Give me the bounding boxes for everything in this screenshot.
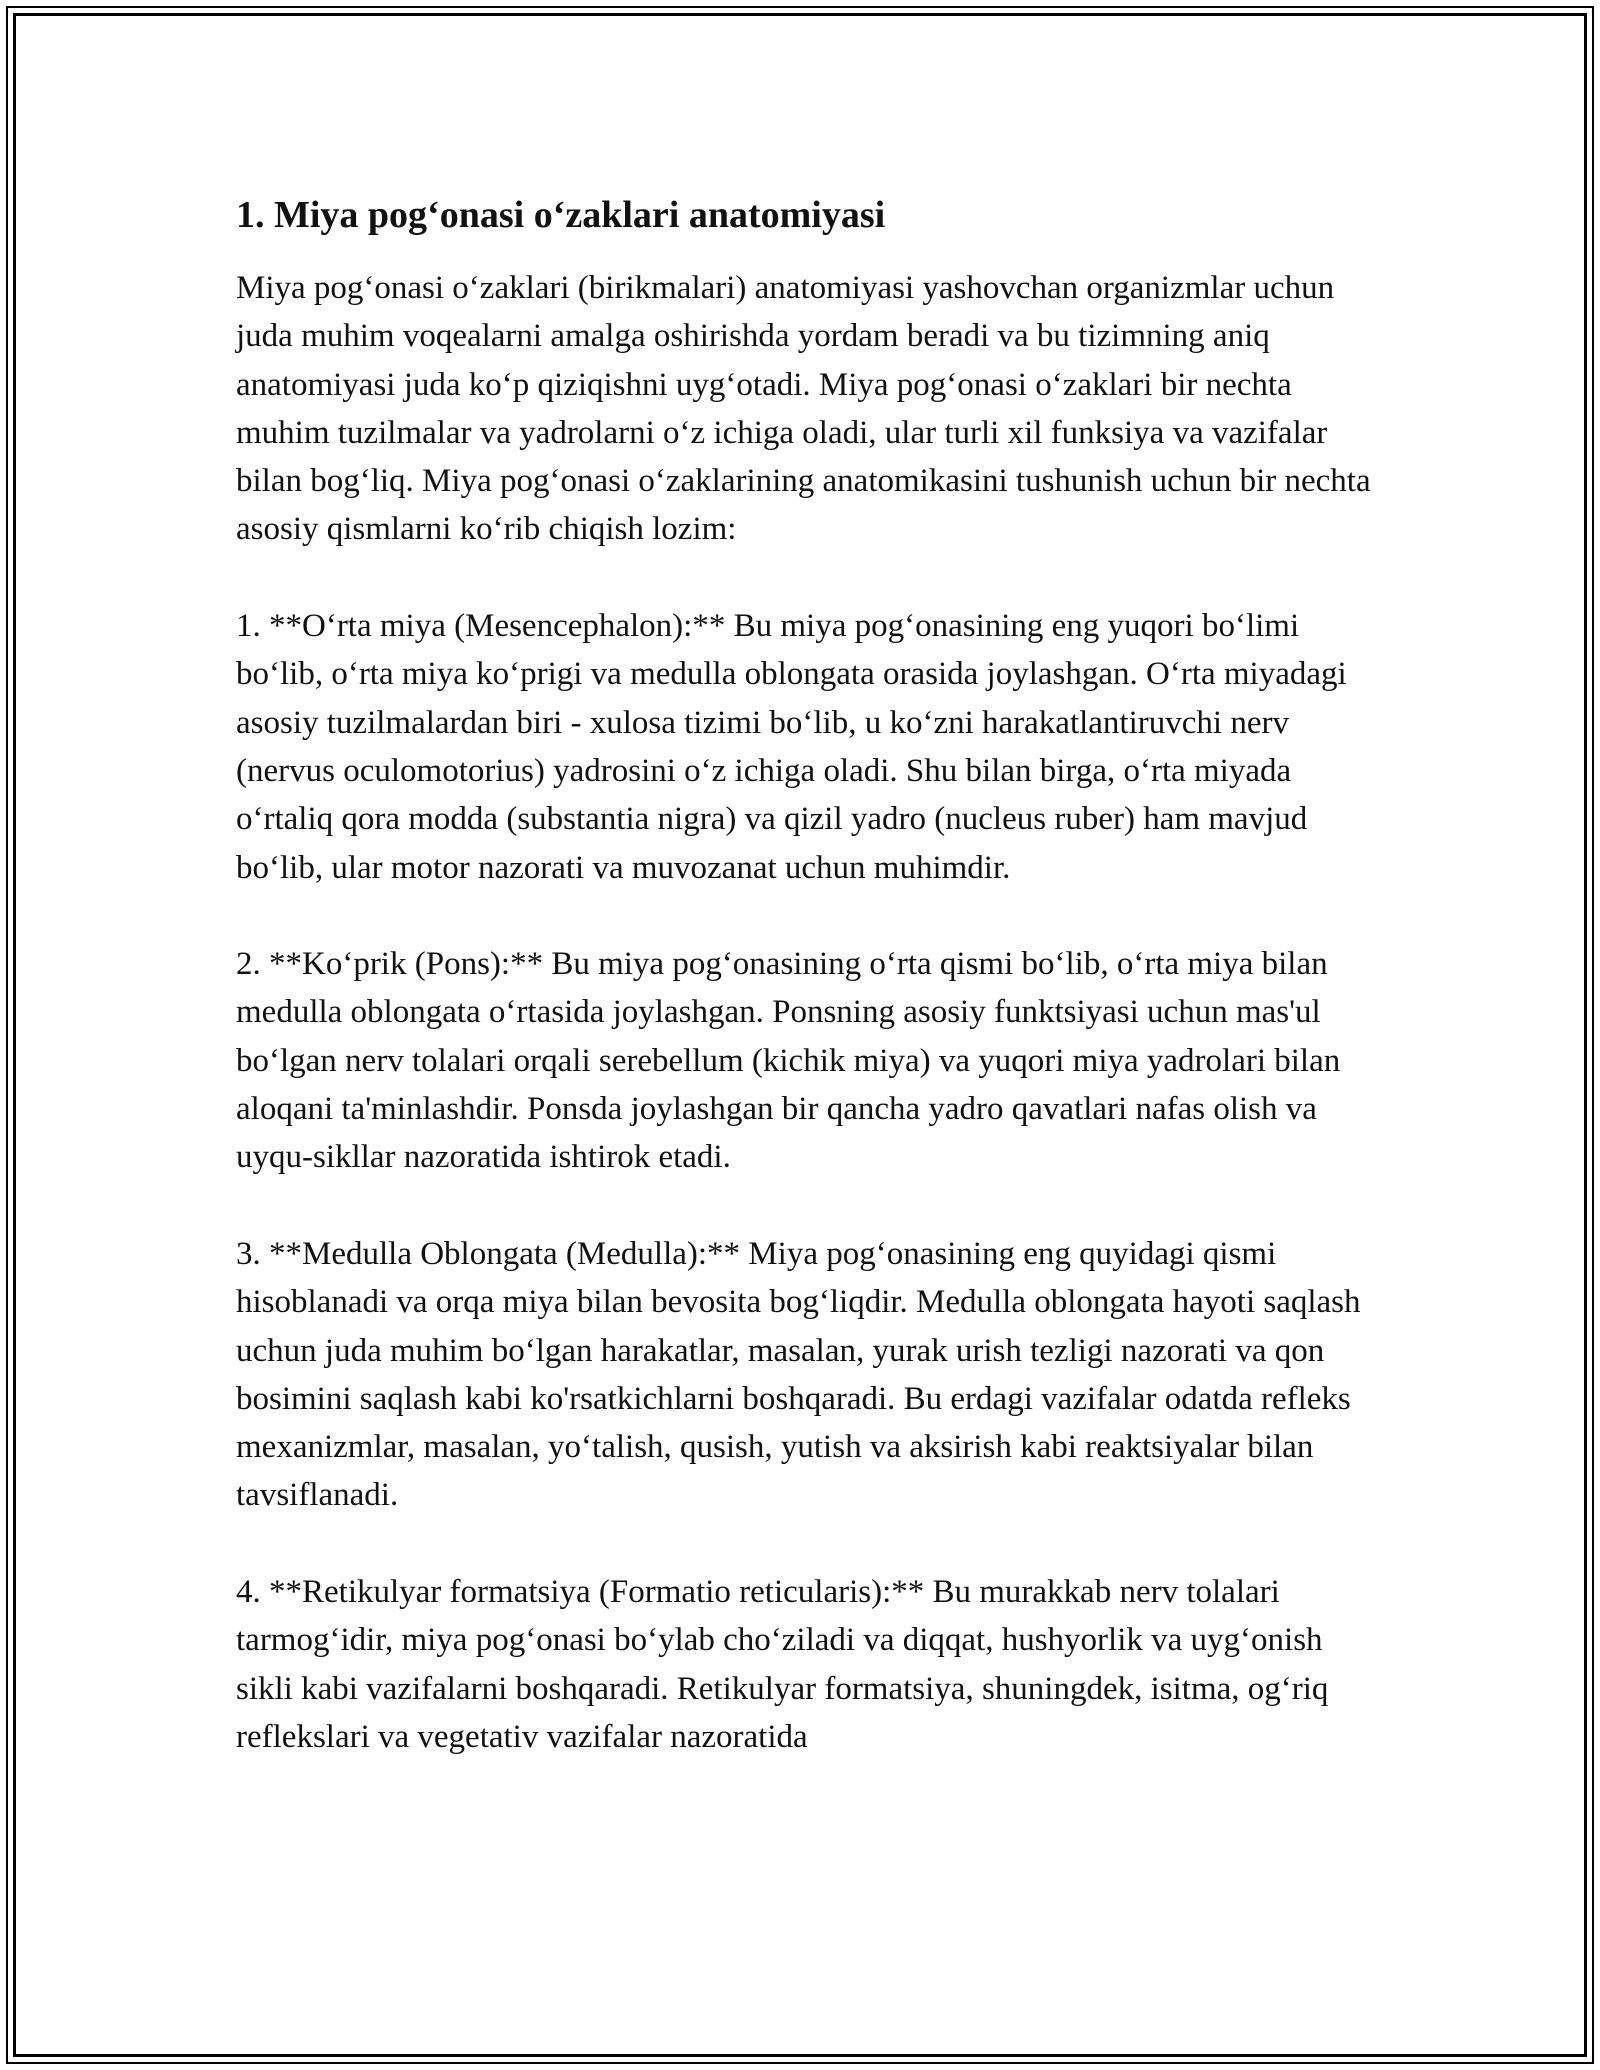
paragraph-intro: Miya pog‘onasi o‘zaklari (birikmalari) anatomiyasi yashovchan organizmlar uchun juda muhim voqealarni amalga oshirishda yordam beradi va bu tizimning aniq anatomiyasi juda ko‘p qiziqishni uyg‘otadi. Miya pog‘onasi o‘zaklari bir nechta muhim tuzilmalar va yadrolarni o‘z ichiga oladi, ular turli xil funksiya va vazifalar bilan bog‘liq. Miya pog‘onasi o‘zaklarining anatomikasini tushunish uchun bir nechta asosiy qismlarni ko‘rib chiqish lozim: [236, 270, 1371, 548]
paragraph-medulla: 3. **Medulla Oblongata (Medulla):** Miya pog‘onasining eng quyidagi qismi hisoblanadi va orqa miya bilan bevosita bog‘liqdir. Medulla oblongata hayoti saqlash uchun juda muhim bo‘lgan harakatlar, masalan, yurak urish tezligi nazorati va qon bosimini saqlash kabi ko'rsatkichlarni boshqaradi. Bu erdagi vazifalar odatda refleks mexanizmlar, masalan, yo‘talish, qusish, yutish va aksirish kabi reaktsiyalar bilan tavsiflanadi. [236, 1235, 1361, 1514]
document-body [236, 186, 1376, 1810]
paragraph-pons: 2. **Ko‘prik (Pons):** Bu miya pog‘onasining o‘rta qismi bo‘lib, o‘rta miya bilan medulla oblongata o‘rtasida joylashgan. Ponsning asosiy funktsiyasi uchun mas'ul bo‘lgan nerv tolalari orqali serebellum (kichik miya) va yuqori miya yadrolari bilan aloqani ta'minlashdir. Ponsda joylashgan bir qancha yadro qavatlari nafas olish va uyqu-sikllar nazoratida ishtirok etadi. [236, 946, 1341, 1176]
paragraph-mesencephalon: 1. **O‘rta miya (Mesencephalon):** Bu miya pog‘onasining eng yuqori bo‘limi bo‘lib, o‘rta miya ko‘prigi va medulla oblongata orasida joylashgan. O‘rta miyadagi asosiy tuzilmalardan biri - xulosa tizimi bo‘lib, u ko‘zni harakatlantiruvchi nerv (nervus oculomotorius) yadrosini o‘z ichiga oladi. Shu bilan birga, o‘rta miyada o‘rtaliq qora modda (substantia nigra) va qizil yadro (nucleus ruber) ham mavjud bo‘lib, ular motor nazorati va muvozanat uchun muhimdir. [236, 608, 1347, 886]
paragraph-reticular-formation: 4. **Retikulyar formatsiya (Formatio reticularis):** Bu murakkab nerv tolalari tarmog‘idir, miya pog‘onasi bo‘ylab cho‘ziladi va diqqat, hushyorlik va uyg‘onish sikli kabi vazifalarni boshqaradi. Retikulyar formatsiya, shuningdek, isitma, og‘riq reflekslari va vegetativ vazifalar nazoratida [236, 1574, 1329, 1755]
document-title: 1. Miya pog‘onasi o‘zaklari anatomiyasi [236, 194, 886, 236]
